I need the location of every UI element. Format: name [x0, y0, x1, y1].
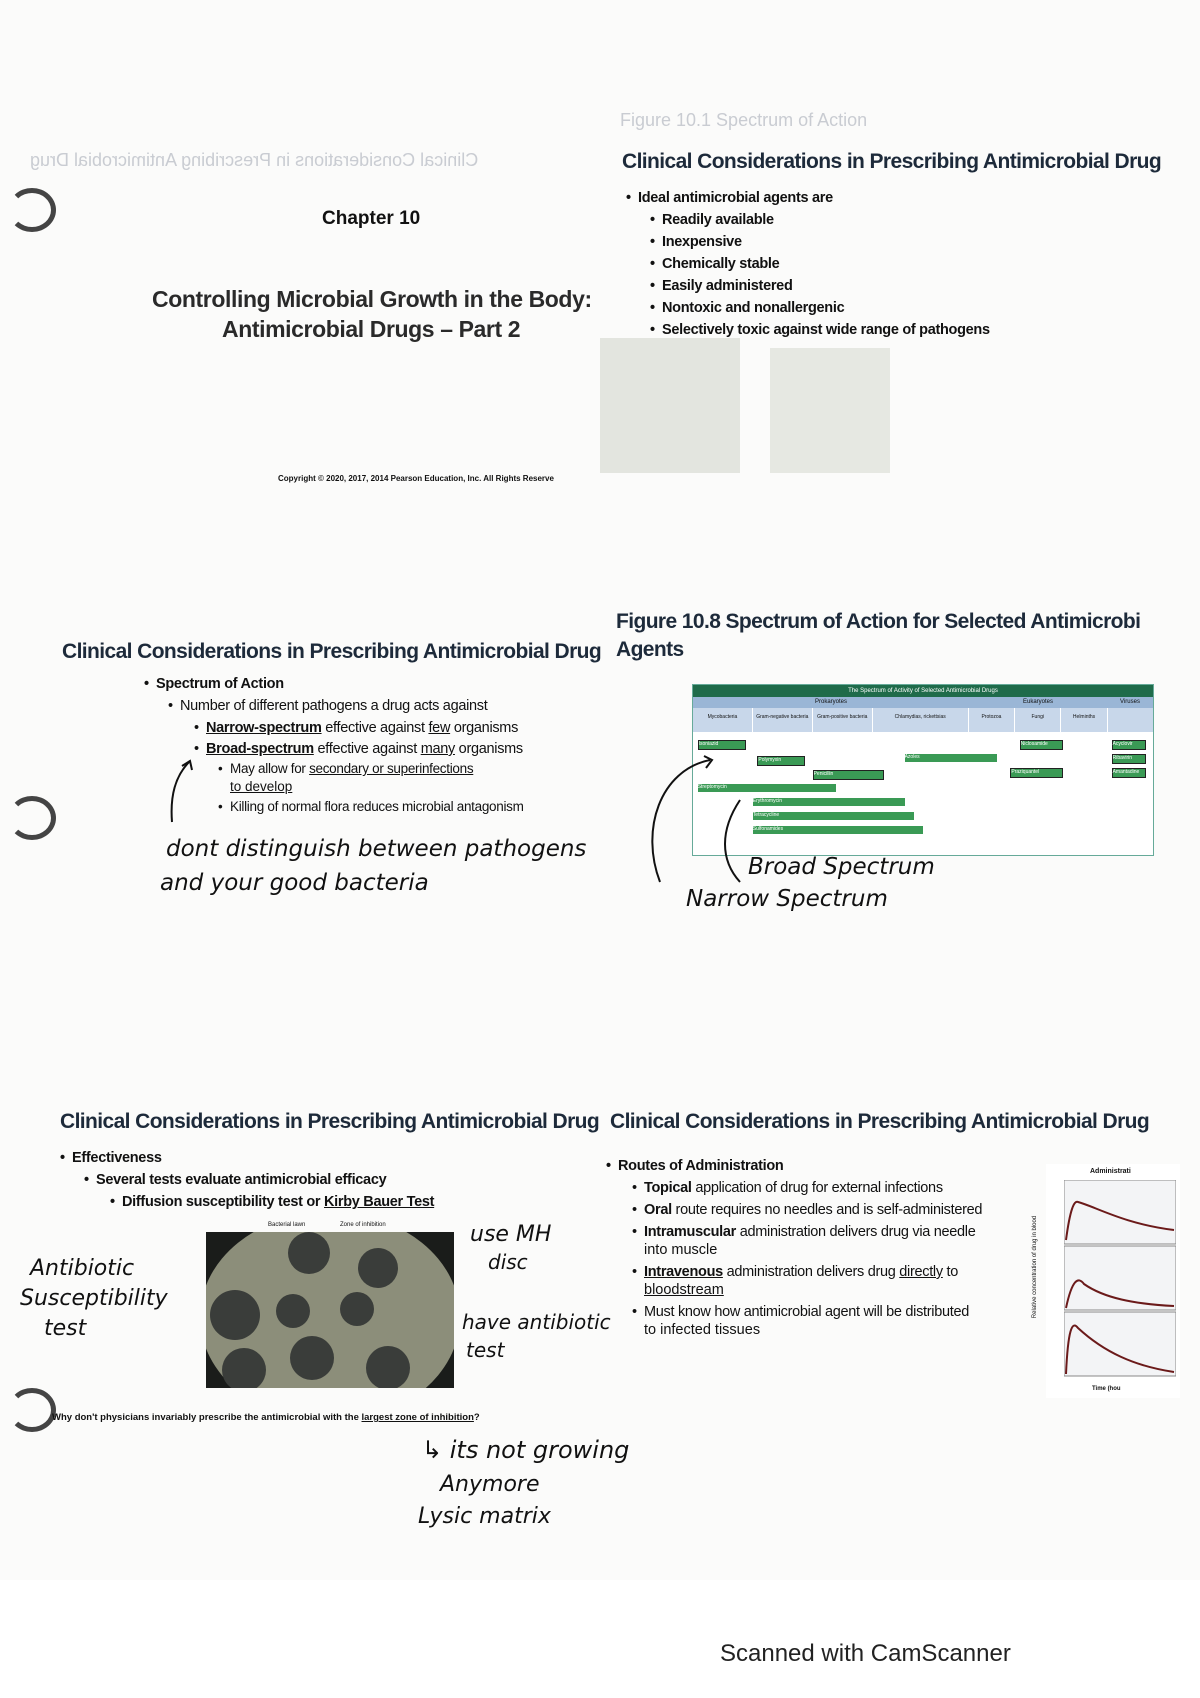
inhibition-zone	[276, 1294, 310, 1328]
bullet-heading: • Spectrum of Action	[156, 676, 284, 692]
drug-bar: Polymyxin	[757, 756, 805, 766]
drug-bar: Sulfonamides	[753, 826, 923, 834]
handwritten-note: disc	[488, 1250, 528, 1274]
handwritten-note: ↳ its not growing	[422, 1436, 630, 1464]
bullet-know: • Must know how antimicrobial agent will be distributed	[644, 1304, 969, 1320]
group-row	[693, 697, 1153, 708]
text: organisms	[454, 741, 523, 757]
text: effective against	[313, 741, 421, 757]
bleed-through-text: Clinical Considerations in Prescribing Antimicrobial Drug	[30, 150, 479, 170]
petri-dish-photo	[206, 1232, 454, 1388]
inhibition-zone	[222, 1348, 266, 1388]
petri-label-zone: Zone of inhibition	[340, 1222, 386, 1228]
handwritten-note: Susceptibility	[20, 1286, 168, 1311]
graph-ylabel: Relative concentration of drug in blood	[1032, 1215, 1039, 1319]
text: administration delivers drug via needle	[736, 1224, 976, 1240]
drug-bar: Praziquantel	[1010, 768, 1063, 778]
inhibition-zone	[340, 1292, 374, 1326]
handwritten-note: Broad Spectrum	[748, 854, 935, 880]
handwritten-note: have antibiotic	[462, 1310, 611, 1334]
graph-curves	[1064, 1180, 1176, 1380]
group-eukaryotes: Eukaryotes	[1022, 699, 1053, 705]
drug-bar: Erythromycin	[753, 798, 905, 806]
bullet-item: • Nontoxic and nonallergenic	[662, 300, 844, 316]
column-header: Gram-negative bacteria	[753, 708, 813, 732]
group-prokaryotes: Prokaryotes	[814, 699, 847, 705]
drug-bar: Azoles	[905, 754, 997, 762]
bleed-through-text: Figure 10.1 Spectrum of Action	[620, 110, 868, 130]
text: organisms	[450, 720, 519, 736]
figure-title-line1: Figure 10.8 Spectrum of Action for Selected Antimicrobi	[616, 610, 1141, 633]
drug-bar: Niclosamide	[1020, 740, 1063, 750]
handwritten-note: Narrow Spectrum	[686, 886, 888, 912]
bullet-item: • Inexpensive	[662, 234, 742, 250]
binder-ring-middle	[8, 796, 56, 840]
column-header: Gram-positive bacteria	[813, 708, 873, 732]
inhibition-zone	[210, 1290, 260, 1340]
narrow-term: Narrow-spectrum	[206, 720, 322, 736]
bullet-im	[644, 1224, 975, 1240]
photo-placeholder	[600, 338, 740, 473]
term: Topical	[644, 1180, 692, 1196]
routes-slide	[600, 1110, 1190, 1450]
group-viruses: Viruses	[1120, 699, 1140, 705]
inhibition-zone	[290, 1336, 334, 1380]
bullet-broad	[206, 741, 523, 757]
graph-xlabel: Time (hou	[1092, 1386, 1121, 1392]
effectiveness-slide	[0, 1110, 630, 1570]
emphasis: Kirby Bauer Test	[324, 1194, 435, 1210]
emphasis: few	[428, 720, 451, 736]
bullet-item: • Chemically stable	[662, 256, 779, 272]
term: Oral	[644, 1202, 672, 1218]
text: Why don't physicians invariably prescribe the antimicrobial with the	[52, 1412, 362, 1423]
inhibition-zone	[366, 1346, 410, 1388]
handwritten-note: dont distinguish between pathogens	[166, 836, 587, 862]
bullet-allow-cont: to develop	[230, 779, 293, 794]
text: May allow for	[230, 761, 310, 776]
drug-bar: Streptomycin	[698, 784, 836, 792]
inhibition-zone	[288, 1232, 330, 1274]
bullet-item: • Several tests evaluate antimicrobial efficacy	[96, 1172, 386, 1188]
chapter-label: Chapter 10	[322, 208, 421, 229]
drug-bar: Tetracycline	[753, 812, 914, 820]
drug-bar: Penicillin	[813, 770, 884, 780]
deck-title-line1: Controlling Microbial Growth in the Body:	[152, 286, 592, 312]
emphasis: largest zone of inhibition	[361, 1412, 474, 1423]
bullet-oral	[644, 1202, 982, 1218]
table-header: The Spectrum of Activity of Selected Antimicrobial Drugs	[693, 685, 1153, 697]
text: to	[942, 1264, 959, 1280]
concentration-graph	[1032, 1164, 1180, 1398]
column-header	[1108, 708, 1153, 732]
handwritten-note: Anymore	[440, 1472, 540, 1497]
bullet-iv	[644, 1264, 958, 1280]
column-header: Fungi	[1015, 708, 1061, 732]
handwritten-note: test	[466, 1338, 505, 1362]
slide-title: Clinical Considerations in Prescribing Antimicrobial Drug	[62, 640, 602, 663]
petri-label-lawn: Bacterial lawn	[268, 1222, 306, 1228]
term: Intravenous	[644, 1264, 723, 1280]
spectrum-slide	[60, 640, 600, 940]
text: administration delivers drug	[722, 1264, 900, 1280]
ideal-agents-slide	[600, 150, 1180, 480]
bullet-heading: • Ideal antimicrobial agents are	[638, 190, 833, 206]
text: route requires no needles and is self-administered	[671, 1202, 983, 1218]
bullet-im-cont: into muscle	[644, 1242, 718, 1258]
emphasis: many	[420, 741, 455, 757]
bullet-heading: • Effectiveness	[72, 1150, 162, 1166]
text: effective against	[321, 720, 429, 736]
bullet-topical	[644, 1180, 943, 1196]
handwritten-note: Lysic matrix	[418, 1504, 551, 1529]
emphasis: secondary or superinfections	[309, 761, 474, 776]
drug-bar: Isoniazid	[698, 740, 746, 750]
binder-ring-top	[8, 188, 56, 232]
term: Intramuscular	[644, 1224, 736, 1240]
column-row	[693, 708, 1153, 732]
drug-bar: Ribavirin	[1112, 754, 1146, 764]
slide-title: Clinical Considerations in Prescribing Antimicrobial Drug	[60, 1110, 600, 1133]
bullet-killing: • Killing of normal flora reduces microbial antagonism	[230, 799, 524, 814]
handwritten-note: Antibiotic	[30, 1256, 135, 1281]
bullet-item: • Selectively toxic against wide range of pathogens	[662, 322, 990, 338]
bullet-diffusion	[122, 1194, 434, 1210]
column-header: Protozoa	[969, 708, 1015, 732]
figure-slide	[600, 610, 1190, 940]
title-slide	[60, 190, 600, 490]
emphasis: directly	[899, 1264, 943, 1280]
question-line	[52, 1412, 480, 1423]
deck-title-line2: Antimicrobial Drugs – Part 2	[222, 316, 521, 342]
photo-placeholder	[770, 348, 890, 473]
drug-bar: Acyclovir	[1112, 740, 1146, 750]
scanner-watermark: Scanned with CamScanner	[720, 1640, 1011, 1667]
slide-title: Clinical Considerations in Prescribing Antimicrobial Drug	[610, 1110, 1150, 1133]
bullet-iv-cont: bloodstream	[644, 1282, 724, 1298]
figure-title-line2: Agents	[616, 638, 684, 661]
bullet-heading: • Routes of Administration	[618, 1158, 783, 1174]
bullet-item: • Easily administered	[662, 278, 793, 294]
handwritten-note: test	[44, 1316, 87, 1341]
slide-title: Clinical Considerations in Prescribing Antimicrobial Drug	[622, 150, 1162, 173]
column-header: Helminths	[1061, 708, 1107, 732]
drug-bar: Amantadine	[1112, 768, 1146, 778]
bullet-allow	[230, 761, 473, 776]
text: ?	[473, 1412, 480, 1423]
bullet-know-cont: to infected tissues	[644, 1322, 761, 1338]
text: Diffusion susceptibility test or	[122, 1194, 324, 1210]
column-header: Mycobacteria	[693, 708, 753, 732]
inhibition-zone	[358, 1248, 398, 1288]
text: application of drug for external infections	[691, 1180, 943, 1196]
copyright-line: Copyright © 2020, 2017, 2014 Pearson Education, Inc. All Rights Reserve	[278, 474, 554, 483]
bullet-narrow	[206, 720, 518, 736]
broad-term: Broad-spectrum	[206, 741, 314, 757]
handwritten-note: use MH	[470, 1222, 552, 1247]
graph-title: Administrati	[1090, 1168, 1131, 1175]
handwritten-arrow	[160, 756, 200, 826]
handwritten-note: and your good bacteria	[160, 870, 429, 896]
bullet-item: • Readily available	[662, 212, 774, 228]
bullet-item: • Number of different pathogens a drug acts against	[180, 698, 487, 714]
column-header: Chlamydias, rickettsias	[873, 708, 969, 732]
